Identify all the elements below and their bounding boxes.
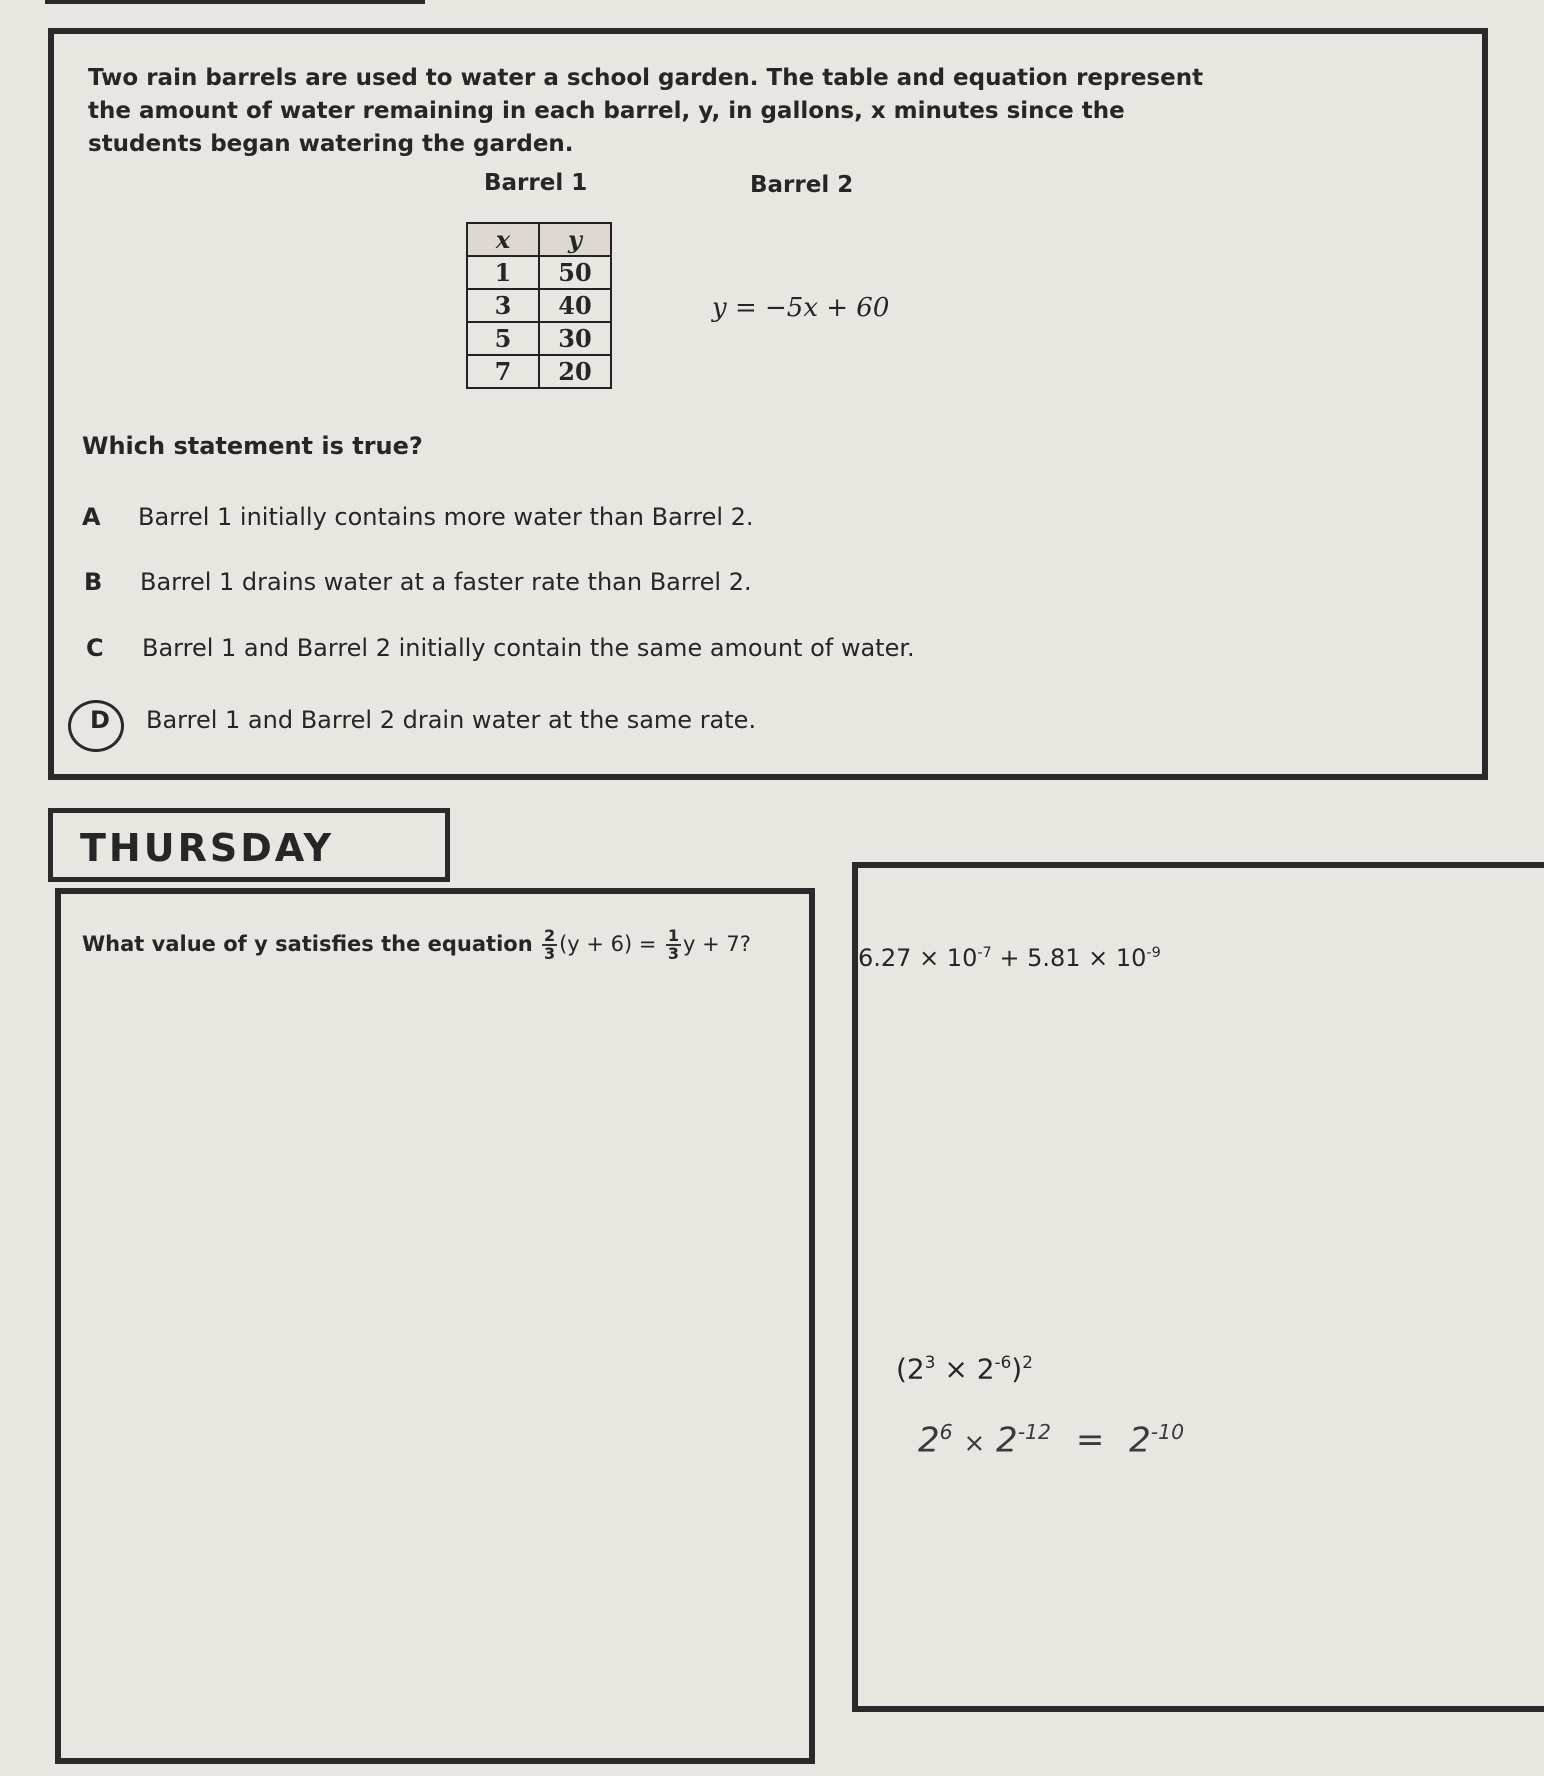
barrel1-table	[466, 222, 612, 389]
expr-exp3: 2	[1022, 1352, 1033, 1372]
exponent-expression	[896, 1352, 1033, 1385]
hand-exp3: -10	[1150, 1420, 1185, 1444]
hand-base3: 2	[1129, 1420, 1151, 1461]
handwritten-work	[918, 1420, 1184, 1460]
problem2-question	[82, 928, 751, 962]
table-cell: 3	[467, 289, 539, 322]
option-letter: A	[82, 503, 101, 531]
expr-exp1: 3	[924, 1352, 936, 1372]
option-a[interactable]	[82, 503, 754, 531]
barrel2-equation: y = −5x + 60	[712, 293, 890, 323]
fraction-denominator: 3	[667, 944, 679, 963]
table-header-cell: y	[539, 223, 611, 256]
table-cell: 30	[539, 322, 611, 355]
table-row	[467, 355, 611, 388]
plus-sign: +	[991, 944, 1028, 972]
table-cell: 50	[539, 256, 611, 289]
fraction-numerator: 2	[543, 926, 556, 945]
barrel1-label: Barrel 1	[484, 170, 588, 196]
exponent-a: -7	[977, 945, 992, 961]
table-cell: 40	[539, 289, 611, 322]
option-c[interactable]	[86, 634, 915, 662]
barrel2-label: Barrel 2	[750, 172, 854, 198]
expr-open: (2	[896, 1352, 925, 1386]
option-text: Barrel 1 and Barrel 2 initially contain the same amount of water.	[142, 634, 915, 662]
fraction-numerator: 1	[667, 926, 679, 945]
table-row	[467, 289, 611, 322]
problem2-prefix: What value of y satisfies the equation	[82, 932, 533, 956]
hand-exp2: -12	[1017, 1420, 1051, 1444]
option-letter: C	[86, 634, 104, 662]
problem3-box	[852, 862, 1544, 1712]
expr-mid: × 2	[935, 1352, 995, 1386]
fraction-denominator: 3	[543, 944, 556, 963]
fraction-two-thirds	[542, 928, 557, 962]
problem1-intro: Two rain barrels are used to water a school garden. The table and equation represent the amount of water remaining in each barrel, y, in gallons, x minutes since the students began watering the garden.	[88, 65, 1204, 157]
scientific-notation-expression	[858, 944, 1161, 972]
option-letter: D	[90, 706, 110, 734]
option-letter: B	[84, 568, 103, 596]
table-row	[467, 256, 611, 289]
table-header-row	[467, 223, 611, 256]
hand-equals: =	[1075, 1420, 1105, 1461]
exponent-b: -9	[1146, 945, 1161, 961]
hand-base2: 2	[996, 1420, 1018, 1461]
hand-base1: 2	[918, 1420, 940, 1461]
fraction-one-third	[666, 928, 681, 962]
day-label: THURSDAY	[80, 826, 335, 870]
problem2-suffix: y + 7?	[682, 932, 751, 956]
expr-exp2: -6	[994, 1352, 1012, 1372]
hand-times: ×	[963, 1428, 986, 1459]
option-text: Barrel 1 initially contains more water than Barrel 2.	[138, 503, 754, 531]
table-header-cell: x	[467, 223, 539, 256]
table-cell: 7	[467, 355, 539, 388]
problem2-box	[55, 888, 815, 1764]
term-a: 6.27 × 10	[858, 944, 978, 972]
option-b[interactable]	[84, 568, 752, 596]
option-text: Barrel 1 and Barrel 2 drain water at the same rate.	[146, 706, 757, 734]
table-cell: 5	[467, 322, 539, 355]
expr-close: )	[1011, 1352, 1023, 1386]
problem1-question: Which statement is true?	[82, 432, 423, 460]
table-cell: 20	[539, 355, 611, 388]
option-text: Barrel 1 drains water at a faster rate than Barrel 2.	[140, 568, 752, 596]
table-cell: 1	[467, 256, 539, 289]
problem2-mid: (y + 6) =	[559, 932, 657, 956]
term-b: 5.81 × 10	[1027, 944, 1147, 972]
table-row	[467, 322, 611, 355]
top-edge-line	[45, 0, 425, 4]
hand-exp1: 6	[939, 1420, 953, 1444]
option-d[interactable]	[90, 706, 756, 734]
